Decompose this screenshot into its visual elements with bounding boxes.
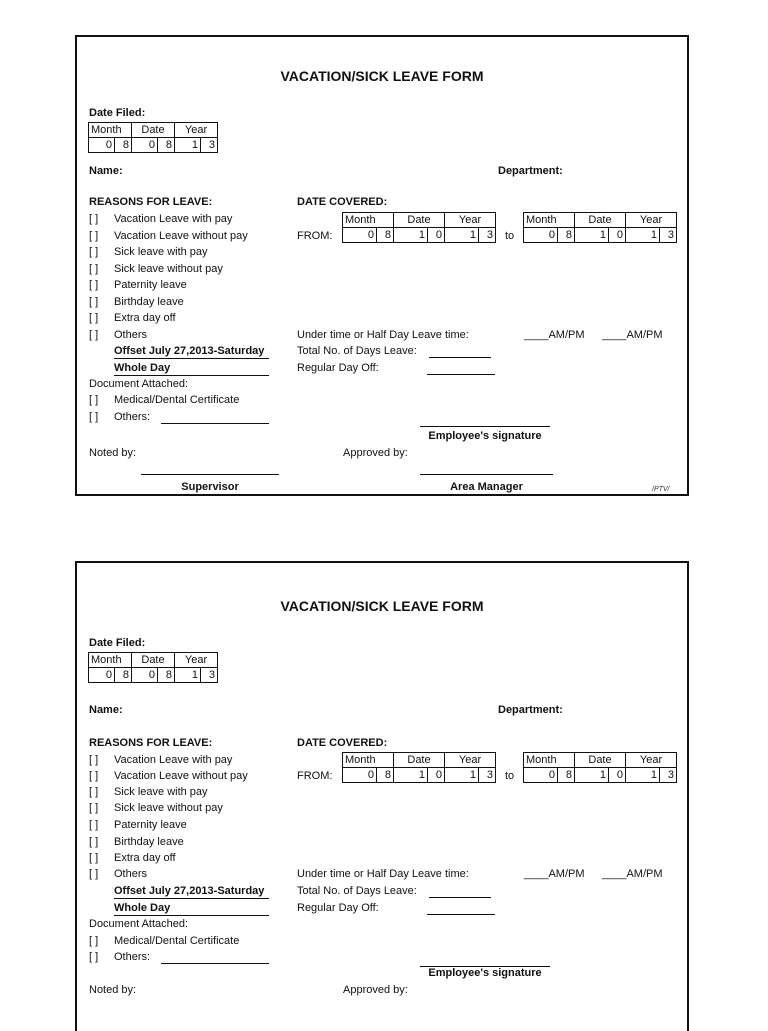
supervisor-label: Supervisor (181, 481, 239, 493)
area-manager-label: Area Manager (450, 481, 523, 493)
reasons-label: REASONS FOR LEAVE: (89, 196, 213, 208)
approved-by-label: Approved by: (343, 984, 408, 996)
others-detail-line-2[interactable]: Whole Day (114, 362, 269, 376)
reason-sick-without-pay: Sick leave without pay (114, 263, 223, 275)
month-header: Month (343, 213, 394, 228)
undertime-ampm-2[interactable]: ____AM/PM (602, 868, 663, 880)
department-label: Department: (498, 704, 563, 716)
regular-day-off-label: Regular Day Off: (297, 362, 379, 374)
from-label: FROM: (297, 770, 333, 782)
to-digit[interactable]: 1 (575, 768, 609, 783)
noted-by-label: Noted by: (89, 984, 137, 996)
supervisor-signature-line[interactable] (141, 474, 279, 475)
date-covered-label: DATE COVERED: (297, 196, 388, 208)
from-digit[interactable]: 8 (377, 768, 394, 783)
to-date-table (523, 212, 677, 243)
reason-others: Others (114, 868, 148, 880)
reason-checkbox[interactable]: [ ] (89, 296, 99, 308)
document-medical-certificate: Medical/Dental Certificate (114, 935, 240, 947)
to-digit[interactable]: 3 (660, 228, 677, 243)
date-filed-digit[interactable]: 3 (201, 138, 218, 153)
year-header: Year (626, 753, 677, 768)
total-days-label: Total No. of Days Leave: (297, 885, 417, 897)
date-filed-label: Date Filed: (89, 107, 146, 119)
date-header: Date (132, 123, 175, 138)
date-filed-label: Date Filed: (89, 637, 146, 649)
others-detail-line-1[interactable]: Offset July 27,2013-Saturday (114, 885, 269, 899)
reason-checkbox[interactable]: [ ] (89, 754, 99, 766)
from-digit[interactable]: 1 (445, 768, 479, 783)
document-others-line[interactable] (161, 423, 269, 424)
to-digit[interactable]: 8 (558, 228, 575, 243)
others-detail-line-1[interactable]: Offset July 27,2013-Saturday (114, 345, 269, 359)
reason-checkbox[interactable]: [ ] (89, 802, 99, 814)
month-header: Month (524, 213, 575, 228)
to-digit[interactable]: 0 (524, 768, 558, 783)
department-label: Department: (498, 165, 563, 177)
from-digit[interactable]: 8 (377, 228, 394, 243)
undertime-label: Under time or Half Day Leave time: (297, 329, 469, 341)
others-detail-line-2[interactable]: Whole Day (114, 902, 269, 916)
date-filed-digit[interactable]: 8 (158, 138, 175, 153)
reason-vacation-with-pay: Vacation Leave with pay (114, 213, 233, 225)
reason-checkbox[interactable]: [ ] (89, 279, 99, 291)
from-digit[interactable]: 0 (343, 228, 377, 243)
year-header: Year (445, 753, 496, 768)
from-digit[interactable]: 0 (428, 768, 445, 783)
date-filed-digit[interactable]: 0 (89, 668, 115, 683)
from-digit[interactable]: 3 (479, 228, 496, 243)
reason-checkbox[interactable]: [ ] (89, 852, 99, 864)
reason-paternity: Paternity leave (114, 819, 187, 831)
reason-checkbox[interactable]: [ ] (89, 770, 99, 782)
name-label: Name: (89, 704, 123, 716)
year-header: Year (626, 213, 677, 228)
reason-checkbox[interactable]: [ ] (89, 329, 99, 341)
total-days-label: Total No. of Days Leave: (297, 345, 417, 357)
reasons-label: REASONS FOR LEAVE: (89, 737, 213, 749)
from-digit[interactable]: 0 (428, 228, 445, 243)
date-filed-digit[interactable]: 0 (132, 138, 158, 153)
to-label: to (505, 230, 515, 242)
year-header: Year (175, 653, 218, 668)
employee-signature-line[interactable] (420, 426, 550, 427)
date-header: Date (394, 213, 445, 228)
date-filed-table (88, 652, 218, 683)
document-checkbox[interactable]: [ ] (89, 394, 99, 406)
year-header: Year (175, 123, 218, 138)
to-digit[interactable]: 1 (626, 768, 660, 783)
form-title: VACATION/SICK LEAVE FORM (280, 598, 484, 614)
month-header: Month (89, 653, 132, 668)
leave-form-1 (75, 35, 689, 496)
reason-birthday: Birthday leave (114, 836, 184, 848)
date-filed-digit[interactable]: 3 (201, 668, 218, 683)
reason-vacation-without-pay: Vacation Leave without pay (114, 770, 248, 782)
date-filed-digit[interactable]: 0 (89, 138, 115, 153)
noted-by-label: Noted by: (89, 447, 137, 459)
date-covered-label: DATE COVERED: (297, 737, 388, 749)
date-header: Date (575, 753, 626, 768)
date-filed-digit[interactable]: 1 (175, 138, 201, 153)
to-digit[interactable]: 1 (575, 228, 609, 243)
month-header: Month (343, 753, 394, 768)
total-days-line[interactable] (429, 897, 491, 898)
date-header: Date (575, 213, 626, 228)
reason-extra-day-off: Extra day off (114, 312, 176, 324)
reason-vacation-without-pay: Vacation Leave without pay (114, 230, 248, 242)
reason-checkbox[interactable]: [ ] (89, 836, 99, 848)
date-filed-digit[interactable]: 8 (115, 668, 132, 683)
form-stamp: /PTV/ (652, 486, 670, 493)
date-filed-table (88, 122, 218, 153)
from-date-table (342, 212, 496, 243)
to-digit[interactable]: 1 (626, 228, 660, 243)
document-medical-certificate: Medical/Dental Certificate (114, 394, 240, 406)
regular-day-off-line[interactable] (427, 914, 495, 915)
document-others: Others: (114, 951, 151, 963)
document-attached-label: Document Attached: (89, 918, 189, 930)
from-digit[interactable]: 0 (343, 768, 377, 783)
leave-form-2 (75, 561, 689, 1031)
document-checkbox[interactable]: [ ] (89, 935, 99, 947)
regular-day-off-line[interactable] (427, 374, 495, 375)
total-days-line[interactable] (429, 357, 491, 358)
to-digit[interactable]: 0 (609, 768, 626, 783)
reason-vacation-with-pay: Vacation Leave with pay (114, 754, 233, 766)
reason-checkbox[interactable]: [ ] (89, 868, 99, 880)
reason-paternity: Paternity leave (114, 279, 187, 291)
date-filed-digit[interactable]: 0 (132, 668, 158, 683)
reason-checkbox[interactable]: [ ] (89, 230, 99, 242)
date-header: Date (394, 753, 445, 768)
date-filed-digit[interactable]: 8 (158, 668, 175, 683)
document-attached-label: Document Attached: (89, 378, 189, 390)
reason-checkbox[interactable]: [ ] (89, 263, 99, 275)
approved-by-label: Approved by: (343, 447, 408, 459)
reason-birthday: Birthday leave (114, 296, 184, 308)
reason-checkbox[interactable]: [ ] (89, 246, 99, 258)
undertime-ampm-1[interactable]: ____AM/PM (524, 329, 585, 341)
to-date-table (523, 752, 677, 783)
undertime-ampm-2[interactable]: ____AM/PM (602, 329, 663, 341)
name-label: Name: (89, 165, 123, 177)
to-digit[interactable]: 0 (524, 228, 558, 243)
to-digit[interactable]: 3 (660, 768, 677, 783)
date-header: Date (132, 653, 175, 668)
month-header: Month (524, 753, 575, 768)
regular-day-off-label: Regular Day Off: (297, 902, 379, 914)
reason-checkbox[interactable]: [ ] (89, 312, 99, 324)
from-digit[interactable]: 3 (479, 768, 496, 783)
reason-checkbox[interactable]: [ ] (89, 786, 99, 798)
employee-signature-label: Employee's signature (428, 967, 542, 979)
reason-sick-with-pay: Sick leave with pay (114, 246, 208, 258)
document-others: Others: (114, 411, 151, 423)
undertime-ampm-1[interactable]: ____AM/PM (524, 868, 585, 880)
reason-checkbox[interactable]: [ ] (89, 213, 99, 225)
to-digit[interactable]: 0 (609, 228, 626, 243)
reason-others: Others (114, 329, 148, 341)
employee-signature-label: Employee's signature (428, 430, 542, 442)
month-header: Month (89, 123, 132, 138)
undertime-label: Under time or Half Day Leave time: (297, 868, 469, 880)
year-header: Year (445, 213, 496, 228)
date-filed-digit[interactable]: 1 (175, 668, 201, 683)
from-digit[interactable]: 1 (394, 228, 428, 243)
form-title: VACATION/SICK LEAVE FORM (280, 68, 484, 84)
document-checkbox[interactable]: [ ] (89, 411, 99, 423)
document-others-line[interactable] (161, 963, 269, 964)
reason-extra-day-off: Extra day off (114, 852, 176, 864)
from-label: FROM: (297, 230, 333, 242)
area-manager-signature-line[interactable] (420, 474, 553, 475)
reason-checkbox[interactable]: [ ] (89, 819, 99, 831)
to-label: to (505, 770, 515, 782)
date-filed-digit[interactable]: 8 (115, 138, 132, 153)
document-checkbox[interactable]: [ ] (89, 951, 99, 963)
to-digit[interactable]: 8 (558, 768, 575, 783)
from-date-table (342, 752, 496, 783)
reason-sick-with-pay: Sick leave with pay (114, 786, 208, 798)
from-digit[interactable]: 1 (445, 228, 479, 243)
reason-sick-without-pay: Sick leave without pay (114, 802, 223, 814)
from-digit[interactable]: 1 (394, 768, 428, 783)
